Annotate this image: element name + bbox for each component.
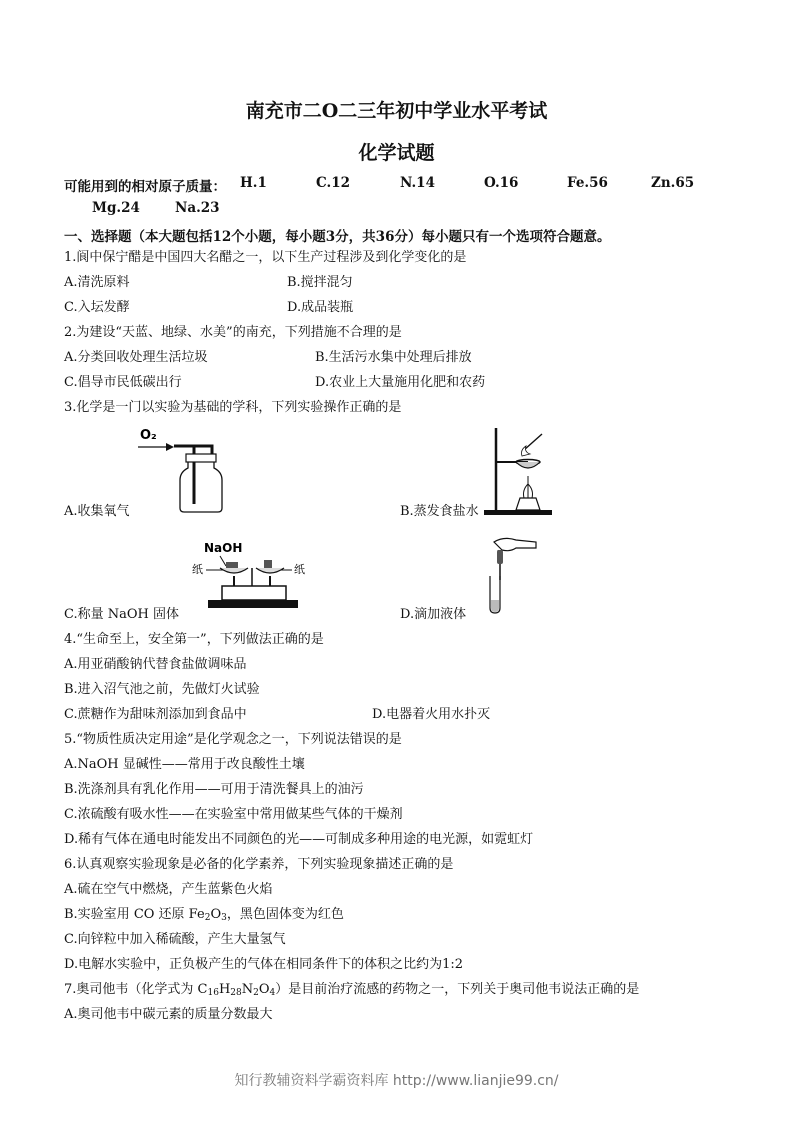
page-subtitle: 化学试题 [358,142,435,164]
q3-figure-evaporation [480,424,554,518]
q3-figure-c-label: NaOH [204,541,243,555]
q3-option-a: A.收集氧气 [64,504,130,519]
q2-stem: 2.为建设“天蓝、地绿、水美”的南充，下列措施不合理的是 [64,325,402,340]
q3-figure-c-paper-left: 纸 [192,563,203,576]
mass-na: Na.23 [175,200,220,216]
q1-option-c: C.入坛发酵 [64,300,130,315]
mass-n: N.14 [400,175,435,191]
q3-figure-gas-collection [136,424,226,516]
q2-option-c: C.倡导市民低碳出行 [64,375,182,390]
q3-option-c: C.称量 NaOH 固体 [64,607,180,622]
q6-option-b: B.实验室用 CO 还原 $Fe_2O_3$，黑色固体变为红色 [64,907,344,923]
q1-option-b: B.搅拌混匀 [287,275,353,290]
q1-stem: 1.阆中保宁醋是中国四大名醋之一，以下生产过程涉及到化学变化的是 [64,250,467,265]
q2-option-d: D.农业上大量施用化肥和农药 [315,375,486,390]
q5-option-b: B.洗涤剂具有乳化作用——可用于清洗餐具上的油污 [64,782,364,797]
q6-option-d: D.电解水实验中，正负极产生的气体在相同条件下的体积之比约为1:2 [64,957,464,972]
q3-stem: 3.化学是一门以实验为基础的学科，下列实验操作正确的是 [64,400,402,415]
mass-zn: Zn.65 [651,175,695,191]
q3-option-b: B.蒸发食盐水 [400,504,479,519]
footer-watermark: 知行教辅资料学霸资料库 http://www.lianjie99.cn/ [234,1073,559,1089]
q4-option-b: B.进入沼气池之前，先做灯火试验 [64,682,260,697]
mass-h: H.1 [240,175,267,191]
q3-figure-c-paper-right: 纸 [294,563,305,576]
q6-option-a: A.硫在空气中燃烧，产生蓝紫色火焰 [64,882,273,897]
q6-stem: 6.认真观察实验现象是必备的化学素养，下列实验现象描述正确的是 [64,857,454,872]
q4-stem: 4.“生命至上，安全第一”，下列做法正确的是 [64,632,324,647]
page-title: 南充市二O二三年初中学业水平考试 [245,100,548,122]
q3-figure-balance [190,538,310,618]
atomic-mass-label: 可能用到的相对原子质量： [64,179,226,195]
q1-option-a: A.清洗原料 [64,275,130,290]
mass-c: C.12 [316,175,350,191]
q2-option-a: A.分类回收处理生活垃圾 [64,350,208,365]
q5-option-a: A.NaOH 显碱性——常用于改良酸性土壤 [64,757,305,772]
q3-figure-a-label: O₂ [140,428,157,443]
q4-option-a: A.用亚硝酸钠代替食盐做调味品 [64,657,247,672]
q3-figure-dropper [484,536,540,614]
q7-stem: 7.奥司他韦（化学式为 $C_{16}H_{28}N_2O_4$）是目前治疗流感的药物之一，下列关于奥司他韦说法正确的是 [64,982,640,998]
q5-stem: 5.“物质性质决定用途”是化学观念之一，下列说法错误的是 [64,732,402,747]
q4-option-c: C.蔗糖作为甜味剂添加到食品中 [64,707,247,722]
mass-fe: Fe.56 [567,175,608,191]
q6-option-c: C.向锌粒中加入稀硫酸，产生大量氢气 [64,932,286,947]
q1-option-d: D.成品装瓶 [287,300,354,315]
q7-option-a: A.奥司他韦中碳元素的质量分数最大 [64,1007,273,1022]
q3-option-d: D.滴加液体 [400,607,467,622]
q4-option-d: D.电器着火用水扑灭 [372,707,491,722]
q5-option-c: C.浓硫酸有吸水性——在实验室中常用做某些气体的干燥剂 [64,807,403,822]
mass-o: O.16 [484,175,519,191]
mass-mg: Mg.24 [92,200,140,216]
section-heading: 一、选择题（本大题包括12个小题，每小题3分，共36分）每小题只有一个选项符合题意。 [64,229,611,245]
q2-option-b: B.生活污水集中处理后排放 [315,350,472,365]
q5-option-d: D.稀有气体在通电时能发出不同颜色的光——可制成多种用途的电光源，如霓虹灯 [64,832,534,847]
